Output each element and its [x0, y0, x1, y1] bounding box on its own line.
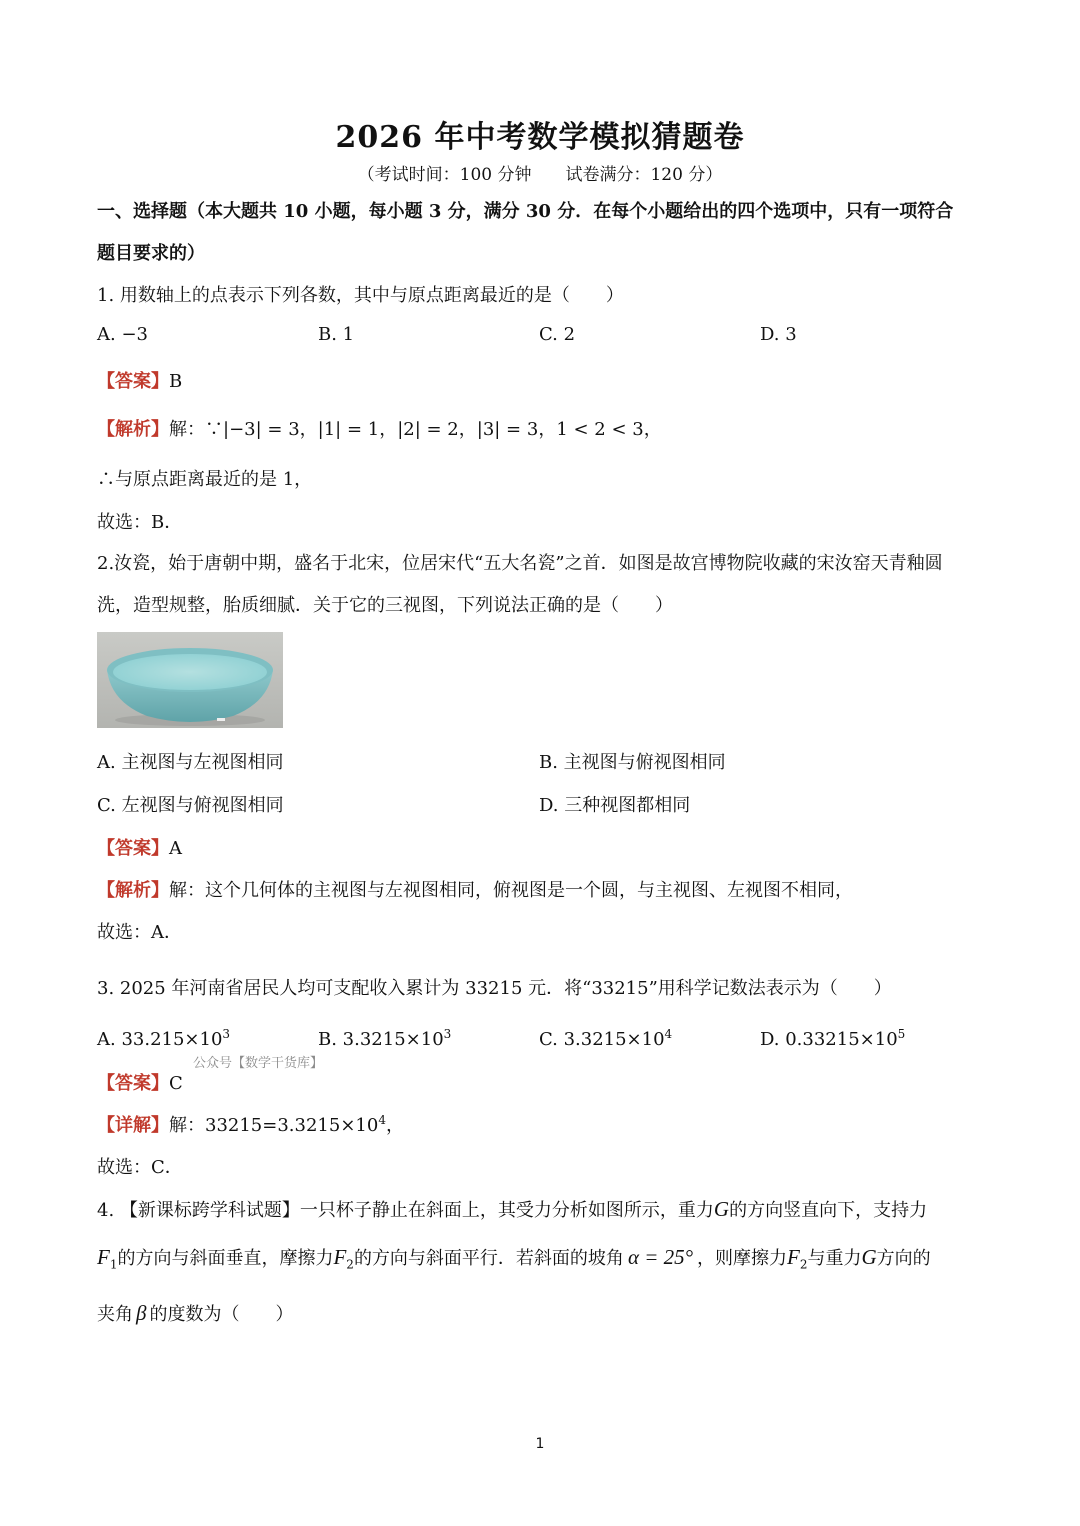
q3-option-c-base: C. 3.3215×10 [539, 1029, 665, 1050]
q4-symbol-beta: β [136, 1301, 147, 1325]
q3-option-c [539, 1027, 672, 1050]
q4-text: 夹角 [97, 1304, 133, 1325]
q4-symbol-f1: F [97, 1245, 110, 1269]
q4-text: 的度数为（ ） [149, 1304, 294, 1325]
q3-option-d-base: D. 0.33215×10 [760, 1029, 898, 1050]
q4-text: 方向的 [876, 1248, 931, 1269]
q4-text: 的方向与斜面平行．若斜面的坡角 [353, 1248, 624, 1269]
q3-detail-base: 解：33215=3.3215×10 [169, 1115, 379, 1136]
q3-option-c-exp: 4 [664, 1027, 673, 1041]
section-heading-line2: 题目要求的） [97, 243, 205, 264]
q3-stem: 3. 2025 年河南省居民人均可支配收入累计为 33215 元．将“33215”用科学记数法表示为（ ） [97, 978, 892, 999]
q4-symbol-g: G [713, 1197, 730, 1221]
q3-option-a [97, 1027, 230, 1050]
q2-option-c: C. 左视图与俯视图相同 [97, 795, 284, 816]
q3-conclusion: 故选：C． [97, 1157, 183, 1178]
q3-answer-value: C [169, 1073, 183, 1094]
q2-answer-line [97, 834, 182, 860]
q4-text: 的方向竖直向下，支持力 [729, 1200, 928, 1221]
q3-option-a-exp: 3 [222, 1027, 231, 1041]
q1-answer-value: B [169, 371, 183, 392]
q3-detail-exp: 4 [378, 1113, 386, 1127]
page-title: 2026 年中考数学模拟猜题卷 [335, 120, 745, 155]
q1-analysis-line2: ∴与原点距离最近的是 1， [97, 469, 313, 490]
q1-answer-line [97, 367, 182, 393]
q3-option-b-base: B. 3.3215×10 [318, 1029, 444, 1050]
q2-conclusion: 故选：A． [97, 922, 182, 943]
q4-text: ，则摩擦力 [697, 1248, 788, 1269]
q3-detail-line [97, 1111, 404, 1137]
watermark: 公众号【数学干货库】 [193, 1056, 324, 1071]
q4-text: 与重力 [807, 1248, 862, 1269]
q1-option-c: C. 2 [539, 324, 576, 345]
q1-analysis-text: 解：∵|−3| = 3，|1| = 1，|2| = 2，|3| = 3，1 < 2 < 3， [169, 419, 662, 440]
q1-stem: 1. 用数轴上的点表示下列各数，其中与原点距离最近的是（ ） [97, 285, 624, 306]
q4-symbol-f2: F [787, 1245, 800, 1269]
q4-stem-line3 [97, 1300, 293, 1326]
q3-option-d [760, 1027, 905, 1050]
q2-analysis-line [97, 876, 853, 902]
q2-answer-value: A [169, 838, 182, 859]
q1-conclusion: 故选：B． [97, 512, 183, 533]
answer-label: 【答案】 [97, 838, 169, 859]
ru-porcelain-bowl-image [97, 632, 283, 728]
q2-analysis-text: 解：这个几何体的主视图与左视图相同，俯视图是一个圆，与主视图、左视图不相同， [169, 880, 853, 901]
answer-label: 【答案】 [97, 1073, 169, 1094]
q3-option-b [318, 1027, 451, 1050]
q3-option-b-exp: 3 [443, 1027, 452, 1041]
q1-option-d: D. 3 [760, 324, 797, 345]
q2-stem-line1: 2.汝瓷，始于唐朝中期，盛名于北宋，位居宋代“五大名瓷”之首．如图是故宫博物院收藏的宋汝窑天青釉圆 [97, 553, 943, 574]
section-heading-line1: 一、选择题（本大题共 10 小题，每小题 3 分，满分 30 分．在每个小题给出的四个选项中，只有一项符合 [97, 201, 954, 222]
q1-option-b: B. 1 [318, 324, 355, 345]
q4-stem-line2 [97, 1244, 931, 1272]
q3-answer-line [97, 1069, 183, 1095]
answer-label: 【答案】 [97, 371, 169, 392]
analysis-label: 【解析】 [97, 419, 169, 440]
q4-symbol-f2-sub: 2 [346, 1257, 354, 1272]
page-number: 1 [535, 1436, 545, 1452]
q4-alpha-value: α = 25° [627, 1245, 694, 1269]
q4-symbol-f1-sub: 1 [109, 1257, 118, 1272]
q3-option-d-exp: 5 [897, 1027, 906, 1041]
q3-detail-end: ， [385, 1115, 404, 1136]
q2-option-d: D. 三种视图都相同 [539, 795, 691, 816]
q4-text: 的方向与斜面垂直，摩擦力 [117, 1248, 334, 1269]
q1-analysis-line [97, 415, 662, 441]
q1-option-a: A. −3 [97, 324, 148, 345]
q4-symbol-f2: F [333, 1245, 347, 1269]
q2-option-a: A. 主视图与左视图相同 [97, 752, 284, 773]
q2-stem-line2: 洗，造型规整，胎质细腻．关于它的三视图，下列说法正确的是（ ） [97, 595, 673, 616]
q4-symbol-f2-sub: 2 [799, 1257, 808, 1272]
detail-label: 【详解】 [97, 1115, 169, 1136]
q4-stem-line1 [97, 1196, 927, 1222]
q4-text: 4. 【新课标跨学科试题】一只杯子静止在斜面上，其受力分析如图所示，重力 [97, 1200, 714, 1221]
analysis-label: 【解析】 [97, 880, 169, 901]
q2-option-b: B. 主视图与俯视图相同 [539, 752, 726, 773]
exam-info: （考试时间：100 分钟 试卷满分：120 分） [357, 165, 723, 185]
q4-symbol-g: G [861, 1245, 877, 1269]
q3-option-a-base: A. 33.215×10 [97, 1029, 223, 1050]
